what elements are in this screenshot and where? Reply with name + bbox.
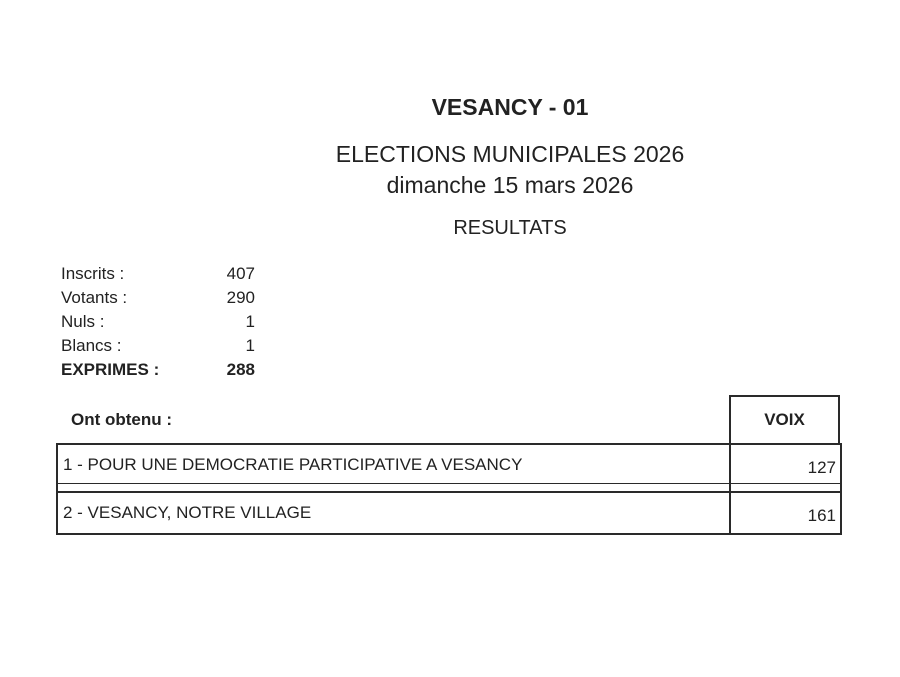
list-votes: 127 [807,458,836,477]
stats-block [61,264,261,384]
stat-row-votants [61,288,261,312]
stat-label: Nuls : [61,312,105,331]
table-row [58,445,840,485]
section-title: RESULTATS [453,217,567,239]
row-divider [58,483,840,484]
list-name: 1 - POUR UNE DEMOCRATIE PARTICIPATIVE A VESANCY [63,455,523,474]
results-table [56,443,842,535]
stat-value: 1 [245,312,255,331]
election-date: dimanche 15 mars 2026 [386,172,634,198]
stat-value: 407 [226,264,255,283]
commune-title: VESANCY - 01 [431,94,589,120]
stat-label: Votants : [61,288,128,307]
stat-value: 290 [226,288,255,307]
list-name: 2 - VESANCY, NOTRE VILLAGE [63,503,312,522]
stat-value: 1 [245,336,255,355]
column-divider [729,445,731,533]
stat-label: Blancs : [61,336,122,355]
votes-column-header: VOIX [729,395,840,443]
election-title: ELECTIONS MUNICIPALES 2026 [335,141,685,167]
results-heading: Ont obtenu : [71,410,173,429]
list-votes: 161 [807,506,836,525]
table-row [58,493,840,533]
stat-label: EXPRIMES : [61,360,160,379]
stat-row-exprimes [61,360,261,384]
stat-label: Inscrits : [61,264,125,283]
stat-row-nuls [61,312,261,336]
stat-row-blancs [61,336,261,360]
stat-row-inscrits [61,264,261,288]
stat-value: 288 [226,360,255,379]
